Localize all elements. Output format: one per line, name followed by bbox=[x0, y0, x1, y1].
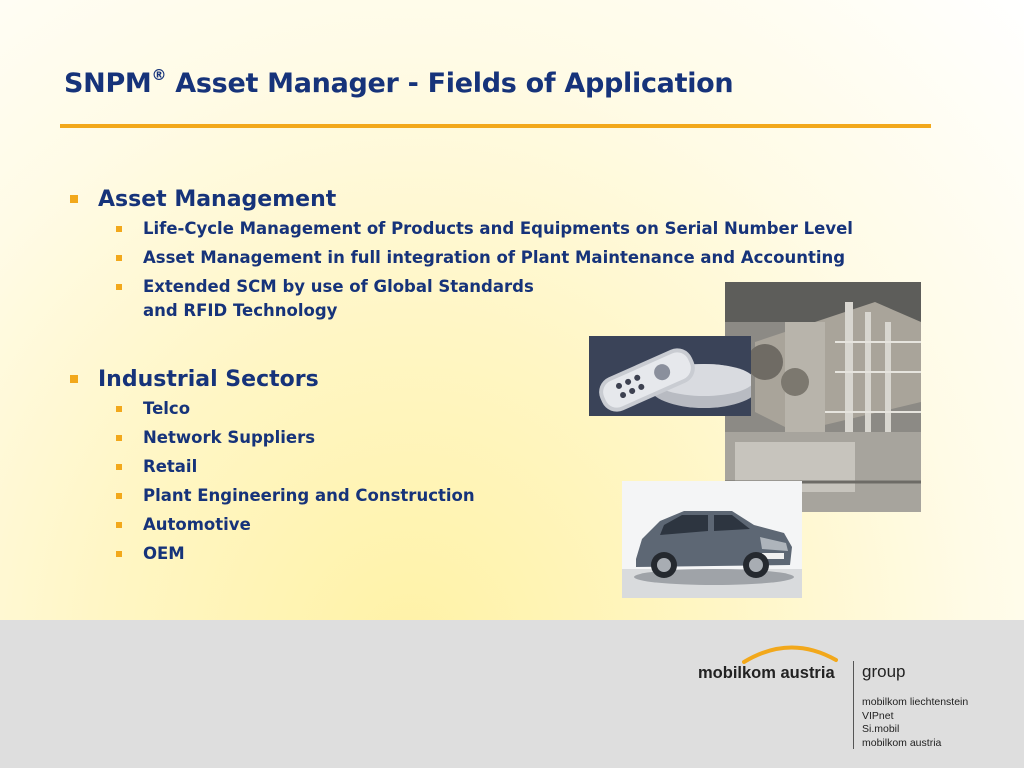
orange-arc-icon bbox=[742, 642, 838, 664]
group-member: VIPnet bbox=[862, 709, 894, 722]
list-item: Telco bbox=[116, 397, 475, 426]
bullet-icon bbox=[70, 195, 78, 203]
logo-divider bbox=[853, 661, 854, 749]
group-member: mobilkom liechtenstein bbox=[862, 696, 969, 708]
company-logo-name: mobilkom austria bbox=[698, 664, 835, 682]
bullet-icon bbox=[116, 255, 122, 261]
list-item: Life-Cycle Management of Products and Equipments on Serial Number Level bbox=[116, 217, 853, 246]
group-member: mobilkom austria bbox=[862, 736, 942, 749]
section-heading: Asset Management bbox=[70, 184, 853, 214]
list-item: Network Suppliers bbox=[116, 426, 475, 455]
slide-title: SNPM® Asset Manager - Fields of Application bbox=[64, 66, 734, 99]
bullet-icon bbox=[116, 406, 122, 412]
section-industrial-sectors bbox=[70, 364, 475, 571]
title-underline bbox=[60, 124, 931, 128]
list-item: Retail bbox=[116, 455, 475, 484]
list-item: Plant Engineering and Construction bbox=[116, 484, 475, 513]
company-logo-group: group bbox=[862, 662, 906, 681]
list-item: Extended SCM by use of Global Standards and RFID Technology bbox=[116, 275, 853, 323]
list-item: Automotive bbox=[116, 513, 475, 542]
bullet-icon bbox=[116, 435, 122, 441]
group-member: Si.mobil bbox=[862, 723, 900, 735]
group-members-list bbox=[862, 696, 968, 750]
bullet-icon bbox=[116, 464, 122, 470]
bullet-icon bbox=[116, 493, 122, 499]
list-item: Asset Management in full integration of Plant Maintenance and Accounting bbox=[116, 246, 853, 275]
section-heading: Industrial Sectors bbox=[70, 364, 475, 394]
list-item: OEM bbox=[116, 542, 475, 571]
remote-control-photo bbox=[589, 336, 751, 416]
bullet-icon bbox=[116, 522, 122, 528]
car-photo bbox=[622, 481, 802, 598]
bullet-icon bbox=[116, 551, 122, 557]
bullet-icon bbox=[116, 284, 122, 290]
industrial-sectors-list bbox=[70, 397, 475, 571]
bullet-icon bbox=[70, 375, 78, 383]
factory-machinery-photo bbox=[725, 282, 921, 512]
bullet-icon bbox=[116, 226, 122, 232]
